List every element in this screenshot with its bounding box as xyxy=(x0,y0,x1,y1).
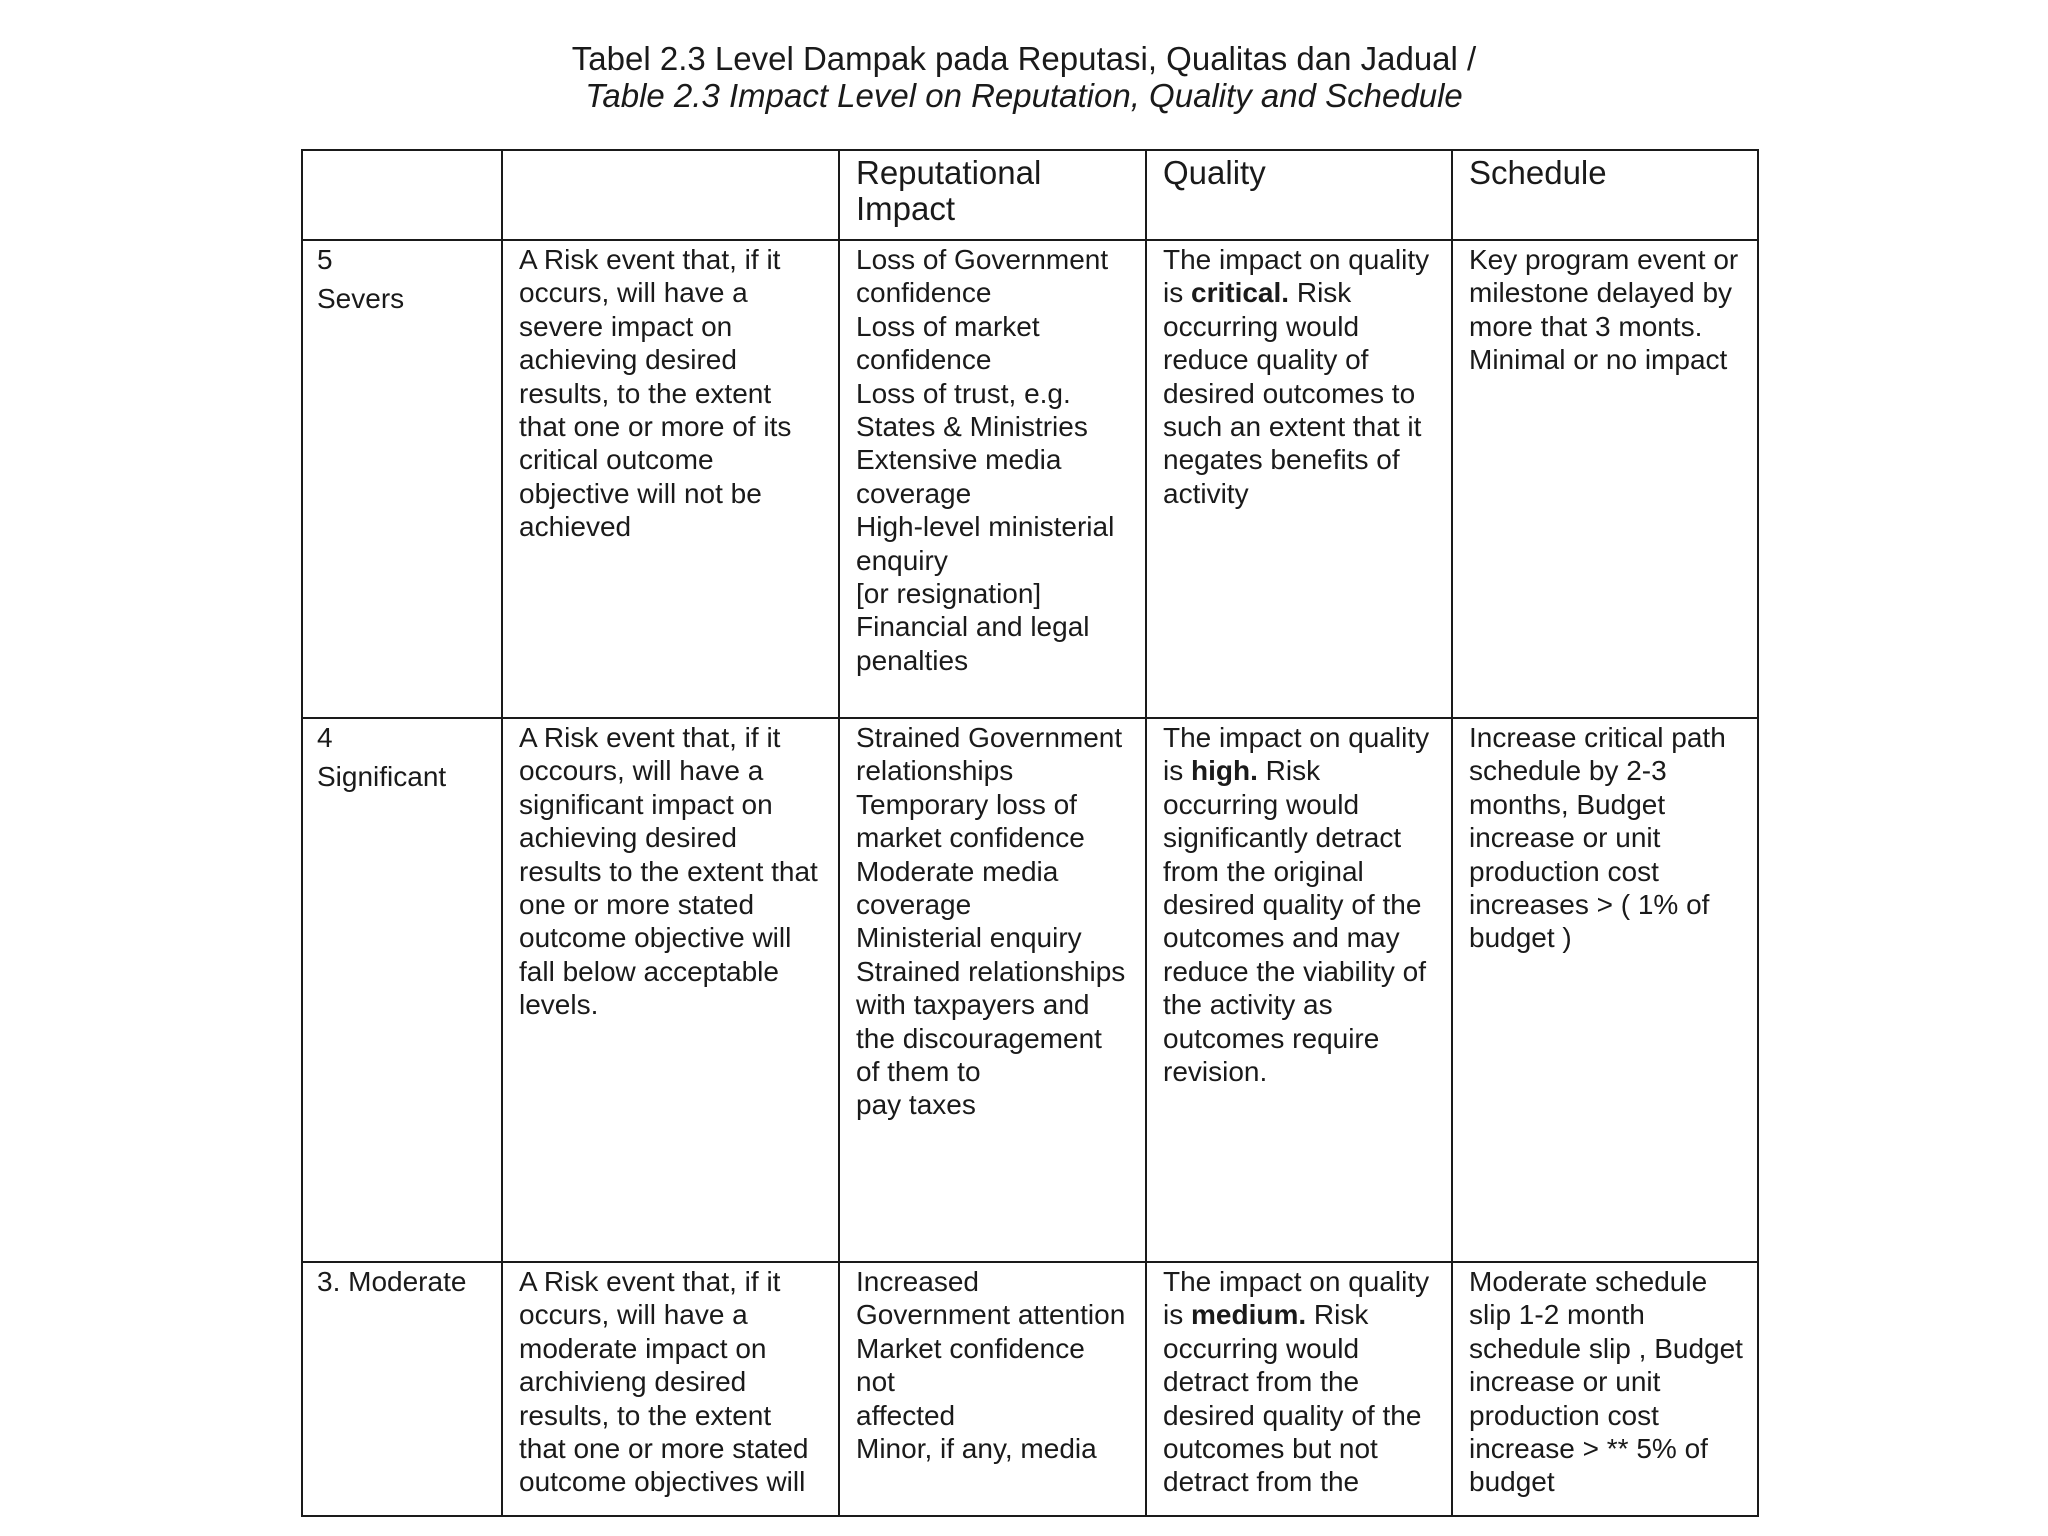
level-cell xyxy=(302,1262,502,1516)
header-level xyxy=(302,150,502,240)
description-cell: A Risk event that, if it occurs, will have a severe impact on achieving desired results, to the extent that one or more of its critical outcome objective will not be achieved xyxy=(502,240,839,718)
table-row xyxy=(302,718,1758,1262)
reputational-cell xyxy=(839,718,1146,1262)
reputational-item: Loss of market confidence xyxy=(856,310,1040,376)
description-cell: A Risk event that, if it occours, will have a significant impact on achieving desired results to the extent that one or more stated outcome objective will fall below acceptable levels. xyxy=(502,718,839,1262)
header-reputational-impact xyxy=(839,150,1146,240)
caption-english: Table 2.3 Impact Level on Reputation, Quality and Schedule xyxy=(585,77,1463,114)
reputational-item: Market confidence not xyxy=(856,1332,1085,1398)
level-name: Significant xyxy=(317,761,447,793)
header-description xyxy=(502,150,839,240)
quality-cell xyxy=(1146,240,1452,718)
reputational-item: Strained relationships xyxy=(856,955,1126,987)
reputational-item: Increased Government attention xyxy=(856,1266,1126,1331)
quality-text-post: Risk occurring would reduce quality of desired outcomes to such an extent that it negates benefits of activity xyxy=(1163,277,1422,509)
schedule-cell: Increase critical path schedule by 2-3 months, Budget increase or unit production cost increases > ( 1% of budget ) xyxy=(1452,718,1758,1262)
level-cell xyxy=(302,718,502,1262)
header-reputational-line2: Impact xyxy=(856,190,956,227)
table-caption xyxy=(0,40,2048,114)
reputational-item: Financial and legal penalties xyxy=(856,611,1090,676)
quality-cell xyxy=(1146,1262,1452,1516)
reputational-cell xyxy=(839,240,1146,718)
reputational-item: pay taxes xyxy=(856,1089,976,1121)
level-number: 4 xyxy=(317,722,333,753)
level-name: Severs xyxy=(317,283,405,315)
reputational-item: Strained Government relationships xyxy=(856,722,1123,787)
quality-text-pre: The impact on quality is xyxy=(1163,1266,1430,1331)
reputational-item: Moderate media coverage xyxy=(856,855,1059,921)
schedule-cell: Moderate schedule slip 1-2 month schedule slip , Budget increase or unit production cost increase > ** 5% of budget xyxy=(1452,1262,1758,1516)
header-quality: Quality xyxy=(1146,150,1452,240)
reputational-item: Minor, if any, media xyxy=(856,1433,1097,1465)
caption-indonesian: Tabel 2.3 Level Dampak pada Reputasi, Qualitas dan Jadual / xyxy=(571,40,1477,77)
reputational-item: Loss of Government confidence xyxy=(856,244,1109,309)
impact-level-table xyxy=(301,149,1759,1517)
description-cell: A Risk event that, if it occurs, will have a moderate impact on archivieng desired results, to the extent that one or more stated outcome objectives will xyxy=(502,1262,839,1516)
quality-text-pre: The impact on quality is xyxy=(1163,244,1430,309)
reputational-cell xyxy=(839,1262,1146,1516)
quality-text-post: Risk occurring would detract from the desired quality of the outcomes but not detract from the xyxy=(1163,1299,1422,1498)
level-cell xyxy=(302,240,502,718)
reputational-item: High-level ministerial enquiry xyxy=(856,511,1115,576)
level-number: 3. Moderate xyxy=(317,1266,467,1297)
reputational-item: Extensive media coverage xyxy=(856,444,1062,509)
reputational-item: [or resignation] xyxy=(856,578,1042,610)
quality-level-bold: critical. xyxy=(1191,277,1290,309)
header-schedule: Schedule xyxy=(1452,150,1758,240)
reputational-item: Ministerial enquiry xyxy=(856,922,1082,954)
reputational-item: affected xyxy=(856,1399,956,1431)
level-number: 5 xyxy=(317,244,333,275)
table-row xyxy=(302,1262,1758,1516)
table-row xyxy=(302,240,1758,718)
quality-level-bold: medium. xyxy=(1191,1299,1307,1331)
quality-level-bold: high. xyxy=(1191,755,1258,787)
quality-text-post: Risk occurring would significantly detract from the original desired quality of the outcomes and may reduce the viability of the activity as outcomes require revision. xyxy=(1163,755,1427,1088)
reputational-item: Temporary loss of market confidence xyxy=(856,788,1085,854)
table-header-row xyxy=(302,150,1758,240)
quality-text-pre: The impact on quality is xyxy=(1163,722,1430,787)
schedule-cell: Key program event or milestone delayed by more that 3 monts. Minimal or no impact xyxy=(1452,240,1758,718)
reputational-item: Loss of trust, e.g. States & Ministries xyxy=(856,377,1088,443)
header-reputational-line1: Reputational xyxy=(856,154,1042,191)
quality-cell xyxy=(1146,718,1452,1262)
reputational-item: with taxpayers and the discouragement of them to xyxy=(856,989,1102,1088)
